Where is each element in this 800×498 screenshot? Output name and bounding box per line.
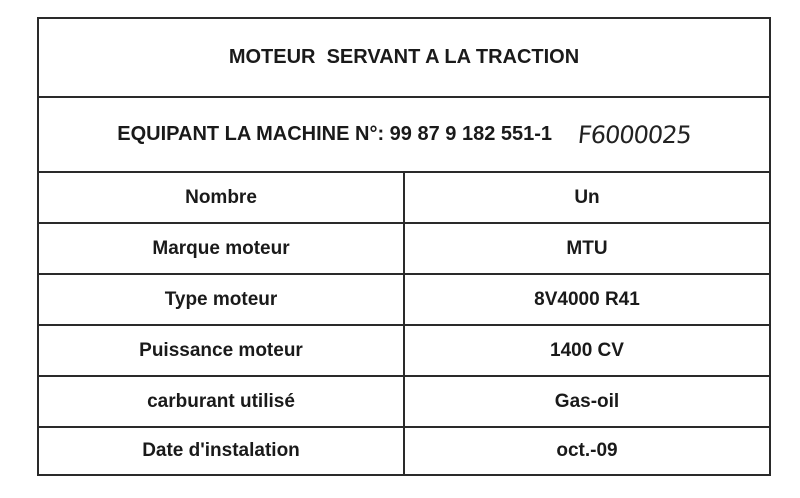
spec-value: 8V4000 R41 bbox=[534, 288, 640, 310]
spec-label: Date d'instalation bbox=[39, 428, 405, 474]
spec-value: MTU bbox=[566, 237, 608, 259]
sheet-title-row bbox=[39, 19, 769, 98]
spec-label: Puissance moteur bbox=[39, 326, 405, 375]
spec-label: Marque moteur bbox=[39, 224, 405, 273]
spec-value: 1400 CV bbox=[550, 339, 624, 361]
spec-row-carburant bbox=[39, 377, 769, 428]
spec-value: Un bbox=[574, 186, 600, 208]
spec-row-marque bbox=[39, 224, 769, 275]
engine-spec-sheet bbox=[37, 17, 771, 476]
spec-row-nombre bbox=[39, 173, 769, 224]
spec-value: oct.-09 bbox=[556, 440, 618, 461]
spec-value: Gas-oil bbox=[554, 390, 620, 412]
spec-row-type bbox=[39, 275, 769, 326]
handwritten-machine-code: F6000025 bbox=[576, 120, 693, 149]
spec-row-date bbox=[39, 428, 769, 474]
spec-label: Nombre bbox=[39, 173, 405, 222]
spec-label: Type moteur bbox=[39, 275, 405, 324]
machine-number-label: EQUIPANT LA MACHINE N°: 99 87 9 182 551-1 bbox=[117, 123, 553, 145]
sheet-title: MOTEUR SERVANT A LA TRACTION bbox=[228, 46, 580, 68]
spec-row-puissance bbox=[39, 326, 769, 377]
machine-number-row bbox=[39, 98, 769, 173]
spec-label: carburant utilisé bbox=[39, 377, 405, 426]
